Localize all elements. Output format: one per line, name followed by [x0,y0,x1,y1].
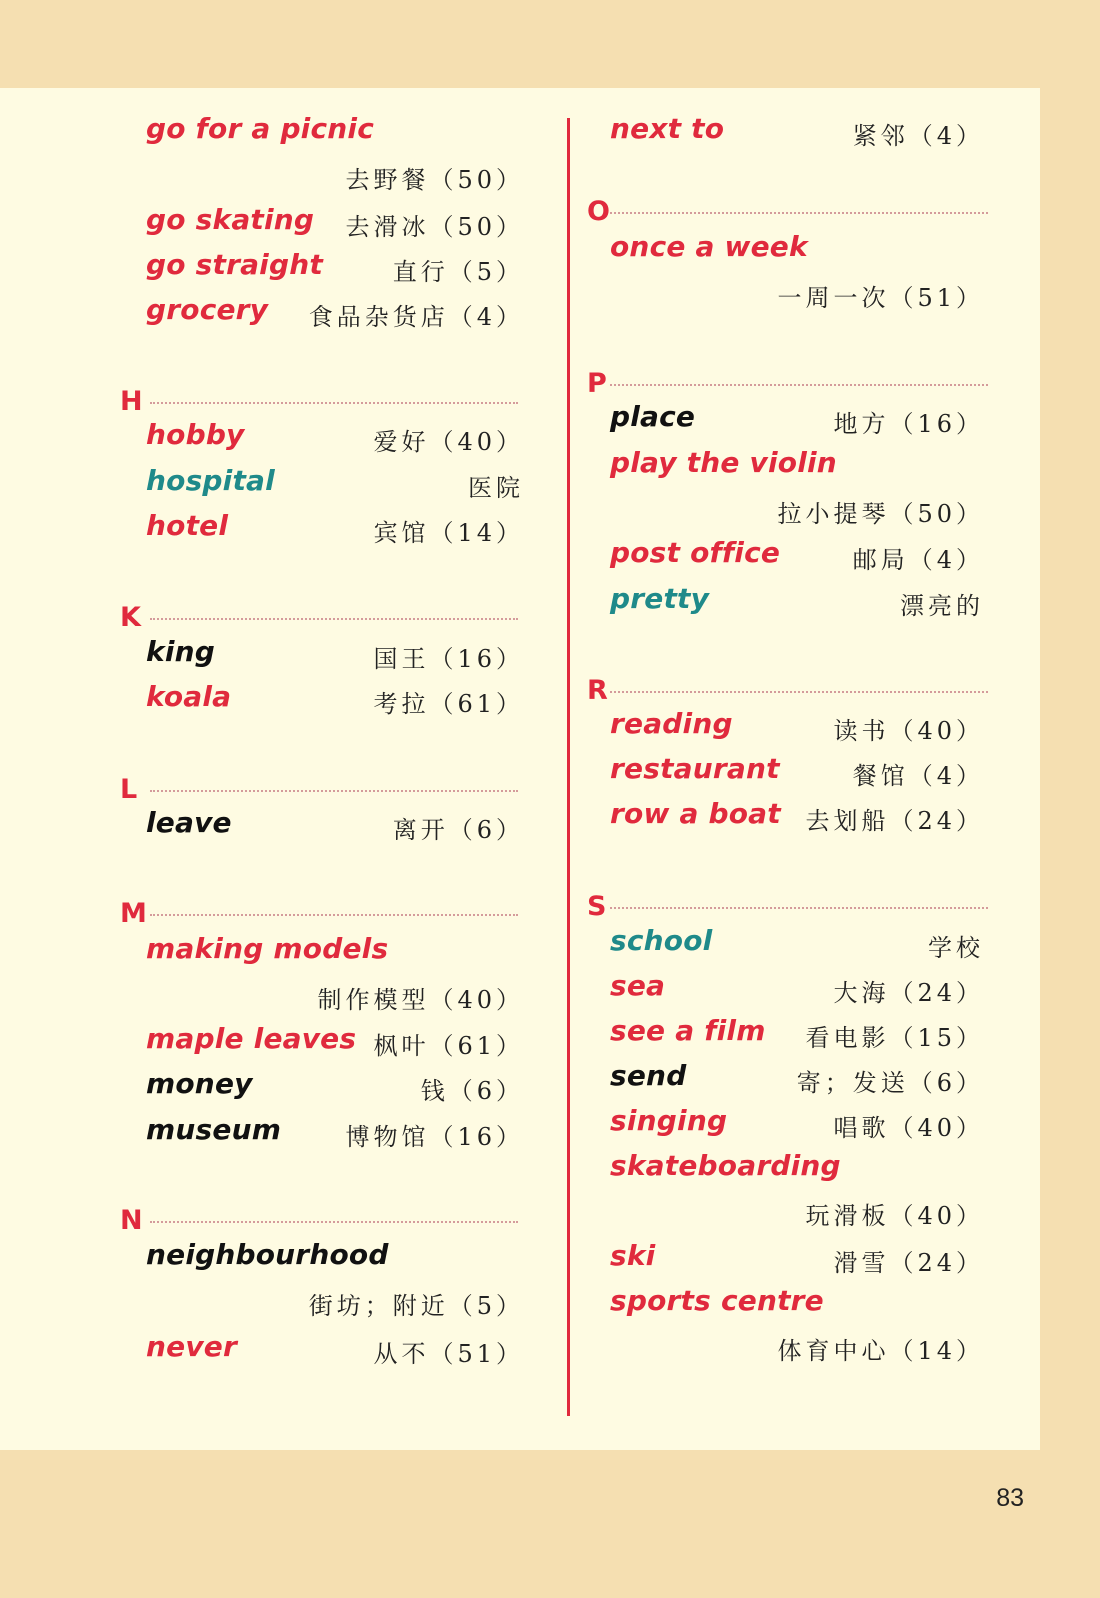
right-section-letter-r: R [587,675,608,706]
vocab-translation: 从不（51） [373,1340,524,1368]
vocab-word: pretty [610,582,710,615]
vocab-word: go straight [146,248,323,281]
vocab-translation: 读书（40） [833,717,984,745]
dotted-separator [610,691,988,693]
vocab-translation: 紧邻（4） [852,122,984,150]
vocab-translation: 爱好（40） [373,428,524,456]
vocab-translation: 拉小提琴（50） [777,500,984,528]
right-section-letter-p: P [587,368,607,399]
vocab-word: grocery [146,293,269,326]
vocab-translation: 博物馆（16） [345,1123,524,1151]
vocab-word: hobby [146,418,245,451]
vocab-translation: 体育中心（14） [777,1337,984,1365]
page-number: 83 [996,1484,1024,1512]
vocab-translation: 看电影（15） [805,1024,984,1052]
vocab-word: money [146,1067,253,1100]
vocab-word: skateboarding [610,1149,841,1182]
vocab-word: send [610,1059,687,1092]
vocab-translation: 玩滑板（40） [805,1202,984,1230]
column-divider [567,118,570,1416]
vocab-word: neighbourhood [146,1238,389,1271]
vocab-translation: 餐馆（4） [852,762,984,790]
vocab-translation: 国王（16） [373,645,524,673]
vocab-word: museum [146,1113,282,1146]
vocab-word: restaurant [610,752,780,785]
vocab-translation: 直行（5） [392,258,524,286]
left-section-letter-h: H [120,386,143,417]
vocab-word: sports centre [610,1284,824,1317]
left-section-letter-n: N [120,1205,143,1236]
vocab-word: row a boat [610,797,781,830]
left-section-letter-k: K [120,602,141,633]
vocab-translation: 街坊；附近（5） [308,1292,524,1320]
dictionary-page [0,88,1040,1450]
vocab-word: maple leaves [146,1022,357,1055]
dotted-separator [150,1221,518,1223]
dotted-separator [610,384,988,386]
vocab-word: ski [610,1239,656,1272]
right-section-letter-s: S [587,891,607,922]
right-section-letter-o: O [587,196,610,227]
vocab-word: hospital [146,464,275,497]
vocab-word: singing [610,1104,728,1137]
vocab-word: once a week [610,230,808,263]
vocab-translation: 去划船（24） [805,807,984,835]
vocab-word: sea [610,969,666,1002]
vocab-word: post office [610,536,781,569]
vocab-translation: 漂亮的 [900,592,984,620]
vocab-word: hotel [146,509,229,542]
vocab-translation: 邮局（4） [852,546,984,574]
vocab-word: go for a picnic [146,112,375,145]
vocab-word: go skating [146,203,315,236]
vocab-translation: 地方（16） [833,410,984,438]
dotted-separator [610,212,988,214]
dotted-separator [150,914,518,916]
vocab-translation: 寄；发送（6） [796,1069,984,1097]
vocab-word: place [610,400,696,433]
vocab-translation: 滑雪（24） [833,1249,984,1277]
vocab-word: making models [146,932,389,965]
vocab-translation: 枫叶（61） [373,1032,524,1060]
dotted-separator [150,790,518,792]
vocab-word: play the violin [610,446,837,479]
vocab-translation: 学校 [928,934,984,962]
vocab-word: king [146,635,215,668]
vocab-translation: 钱（6） [420,1077,524,1105]
dotted-separator [150,402,518,404]
vocab-translation: 大海（24） [833,979,984,1007]
vocab-translation: 考拉（61） [373,690,524,718]
vocab-translation: 唱歌（40） [833,1114,984,1142]
dotted-separator [610,907,988,909]
vocab-translation: 去野餐（50） [345,166,524,194]
vocab-translation: 离开（6） [392,816,524,844]
vocab-word: leave [146,806,232,839]
vocab-word: koala [146,680,232,713]
dotted-separator [150,618,518,620]
vocab-word: see a film [610,1014,766,1047]
left-section-letter-l: L [120,774,138,805]
vocab-word: reading [610,707,733,740]
vocab-translation: 医院 [468,474,524,502]
vocab-translation: 一周一次（51） [777,284,984,312]
vocab-word: school [610,924,713,957]
vocab-word: never [146,1330,237,1363]
left-section-letter-m: M [120,898,147,929]
vocab-translation: 去滑冰（50） [345,213,524,241]
vocab-translation: 食品杂货店（4） [308,303,524,331]
vocab-translation: 制作模型（40） [317,986,524,1014]
vocab-translation: 宾馆（14） [373,519,524,547]
vocab-word: next to [610,112,725,145]
